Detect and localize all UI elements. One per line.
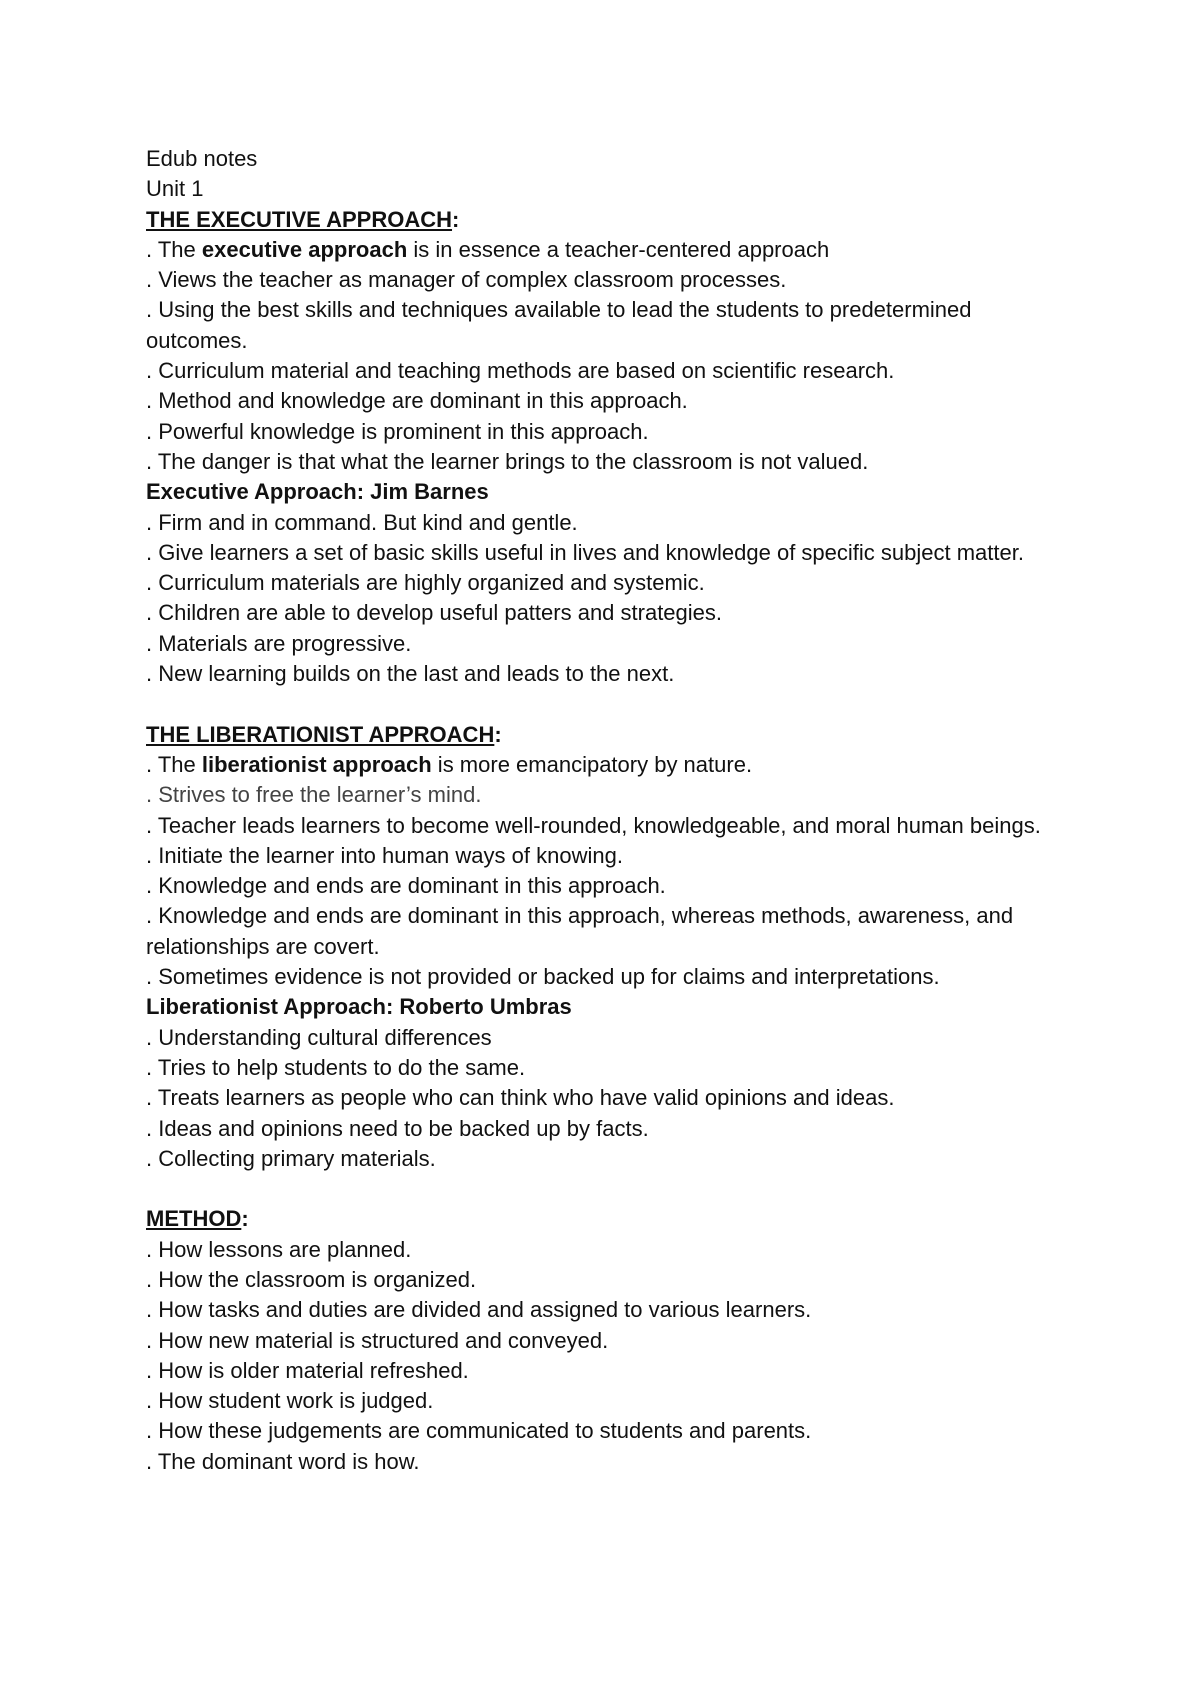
list-item: . How is older material refreshed. bbox=[146, 1357, 469, 1383]
liberationist-intro-pre: . The bbox=[146, 751, 202, 777]
list-item: . How these judgements are communicated to students and parents. bbox=[146, 1418, 812, 1444]
list-item: . How student work is judged. bbox=[146, 1388, 434, 1414]
executive-intro bbox=[146, 235, 1076, 265]
list-item: . Method and knowledge are dominant in this approach. bbox=[146, 388, 688, 414]
doc-unit: Unit 1 bbox=[146, 176, 204, 202]
liberationist-heading-colon: : bbox=[494, 721, 502, 747]
list-item: . Children are able to develop useful patters and strategies. bbox=[146, 600, 723, 626]
list-item: . Firm and in command. But kind and gentle. bbox=[146, 509, 578, 535]
list-item: . Knowledge and ends are dominant in this approach. bbox=[146, 873, 666, 899]
method-heading bbox=[146, 1204, 1076, 1234]
method-heading-text: METHOD bbox=[146, 1206, 242, 1232]
doc-title: Edub notes bbox=[146, 146, 258, 171]
liberationist-intro-bold: liberationist approach bbox=[201, 751, 432, 777]
method-heading-colon: : bbox=[241, 1206, 249, 1232]
list-item: . Strives to free the learner’s mind. bbox=[146, 782, 482, 808]
list-item: . Materials are progressive. bbox=[146, 630, 412, 656]
list-item: . The danger is that what the learner brings to the classroom is not valued. bbox=[146, 448, 869, 474]
executive-intro-pre: . The bbox=[146, 236, 202, 262]
liberationist-heading-text: THE LIBERATIONIST APPROACH bbox=[146, 721, 495, 747]
list-item: . The dominant word is how. bbox=[146, 1448, 420, 1474]
list-item: . New learning builds on the last and leads to the next. bbox=[146, 661, 675, 687]
document-page bbox=[146, 144, 1076, 1477]
list-item: . Views the teacher as manager of complex classroom processes. bbox=[146, 267, 787, 293]
list-item: . Curriculum materials are highly organized and systemic. bbox=[146, 570, 705, 596]
list-item: . Tries to help students to do the same. bbox=[146, 1054, 526, 1080]
list-item: . How tasks and duties are divided and assigned to various learners. bbox=[146, 1297, 812, 1323]
list-item: . Using the best skills and techniques available to lead the students to predetermined outcomes. bbox=[146, 297, 972, 353]
executive-intro-post: is in essence a teacher-centered approach bbox=[407, 236, 830, 262]
executive-heading bbox=[146, 205, 1076, 235]
list-item: . Knowledge and ends are dominant in this approach, whereas methods, awareness, and relationships are covert. bbox=[146, 903, 1014, 959]
list-item: . How the classroom is organized. bbox=[146, 1266, 477, 1292]
list-item: . How new material is structured and conveyed. bbox=[146, 1327, 609, 1353]
section-spacer bbox=[146, 689, 1076, 719]
liberationist-heading bbox=[146, 720, 1076, 750]
list-item: . Sometimes evidence is not provided or backed up for claims and interpretations. bbox=[146, 964, 940, 990]
liberationist-intro-post: is more emancipatory by nature. bbox=[431, 751, 753, 777]
section-spacer bbox=[146, 1174, 1076, 1204]
list-item: . Give learners a set of basic skills useful in lives and knowledge of specific subject matter. bbox=[146, 539, 1024, 565]
list-item: . Understanding cultural differences bbox=[146, 1024, 492, 1050]
list-item: . Teacher leads learners to become well-rounded, knowledgeable, and moral human beings. bbox=[146, 812, 1041, 838]
executive-heading-text: THE EXECUTIVE APPROACH bbox=[146, 206, 453, 232]
list-item: . Powerful knowledge is prominent in this approach. bbox=[146, 418, 649, 444]
liberationist-case-heading: Liberationist Approach: Roberto Umbras bbox=[146, 994, 572, 1020]
executive-case-heading: Executive Approach: Jim Barnes bbox=[146, 479, 489, 505]
list-item: . Collecting primary materials. bbox=[146, 1145, 436, 1171]
list-item: . Initiate the learner into human ways of knowing. bbox=[146, 842, 623, 868]
list-item: . Treats learners as people who can think who have valid opinions and ideas. bbox=[146, 1085, 895, 1111]
executive-heading-colon: : bbox=[452, 206, 460, 232]
liberationist-intro bbox=[146, 750, 1076, 780]
executive-intro-bold: executive approach bbox=[201, 236, 408, 262]
list-item: . How lessons are planned. bbox=[146, 1236, 412, 1262]
list-item: . Ideas and opinions need to be backed up by facts. bbox=[146, 1115, 649, 1141]
list-item: . Curriculum material and teaching methods are based on scientific research. bbox=[146, 358, 895, 384]
